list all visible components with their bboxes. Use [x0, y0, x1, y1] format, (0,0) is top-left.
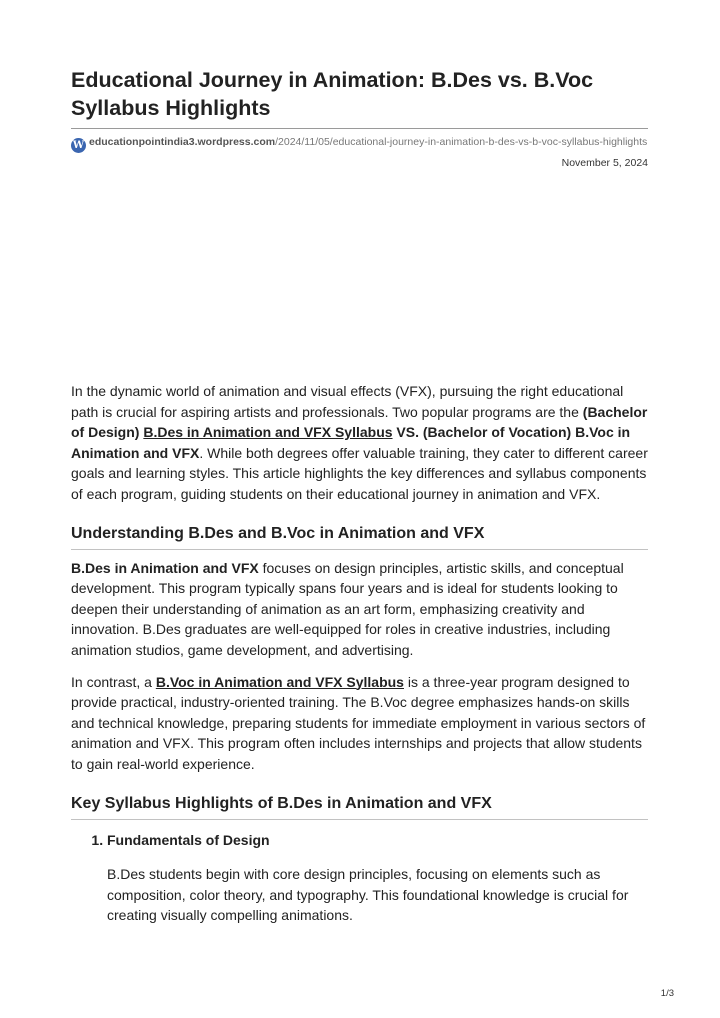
bdes-paragraph: [71, 558, 648, 661]
intro-bold-1: (Bachelor of Design): [71, 403, 648, 441]
section-heading-understanding: Understanding B.Des and B.Voc in Animation and VFX: [71, 525, 648, 550]
source-domain: educationpointindia3.wordpress.com: [89, 136, 276, 148]
source-path: /2024/11/05/educational-journey-in-animation-b-des-vs-b-voc-syllabus-highlights: [275, 136, 648, 148]
source-link[interactable]: [89, 136, 647, 148]
section-understanding: [71, 558, 648, 775]
wordpress-icon: W: [72, 140, 85, 151]
bdes-bold: B.Des in Animation and VFX: [71, 559, 259, 576]
bvoc-text: is a three-year program designed to provide practical, industry-oriented training. The B.Voc degree emphasizes hands-on skills and technical knowledge, preparing students for immediate employment in various sectors of animation and VFX. This program often includes internships and projects that allow students to gain real-world experience.: [71, 673, 646, 772]
list-item: 1. Fundamentals of Design: [107, 830, 648, 851]
bvoc-paragraph: [71, 672, 648, 775]
blank-image-area: [71, 169, 648, 381]
intro-text-1: In the dynamic world of animation and visual effects (VFX), pursuing the right educational path is crucial for aspiring artists and professionals. Two popular programs are the: [71, 383, 624, 420]
section-heading-key-highlights: Key Syllabus Highlights of B.Des in Animation and VFX: [71, 795, 648, 820]
bdes-text: focuses on design principles, artistic skills, and conceptual development. This program typically spans four years and is ideal for students looking to deepen their understanding of animation as an art form, emphasizing creativity and innovation. B.Des graduates are well-equipped for roles in creative industries, including animation studios, game development, and advertising.: [71, 559, 624, 658]
bdes-syllabus-link[interactable]: B.Des in Animation and VFX Syllabus: [143, 424, 393, 441]
bvoc-pre: In contrast, a: [71, 673, 156, 690]
list-item-description: B.Des students begin with core design principles, focusing on elements such as composition, color theory, and typography. This foundational knowledge is crucial for creating visually compelling animations.: [107, 866, 629, 924]
bvoc-syllabus-link[interactable]: B.Voc in Animation and VFX Syllabus: [155, 673, 404, 690]
syllabus-list: [71, 830, 648, 851]
article-source: [71, 135, 648, 153]
intro-bold-2: VS. (Bachelor of Vocation) B.Voc in Animation and VFX: [71, 424, 631, 461]
intro-text-2: . While both degrees offer valuable training, they cater to different career goals and learning styles. This article highlights the key differences and syllabus components of each program, guiding students on their educational journey in animation and VFX.: [71, 444, 648, 502]
intro-paragraph: [71, 381, 648, 505]
article-date: November 5, 2024: [561, 157, 648, 169]
article: [71, 66, 648, 926]
article-title: Educational Journey in Animation: B.Des vs. B.Voc Syllabus Highlights: [71, 66, 648, 129]
page-number: 1/3: [660, 988, 674, 999]
